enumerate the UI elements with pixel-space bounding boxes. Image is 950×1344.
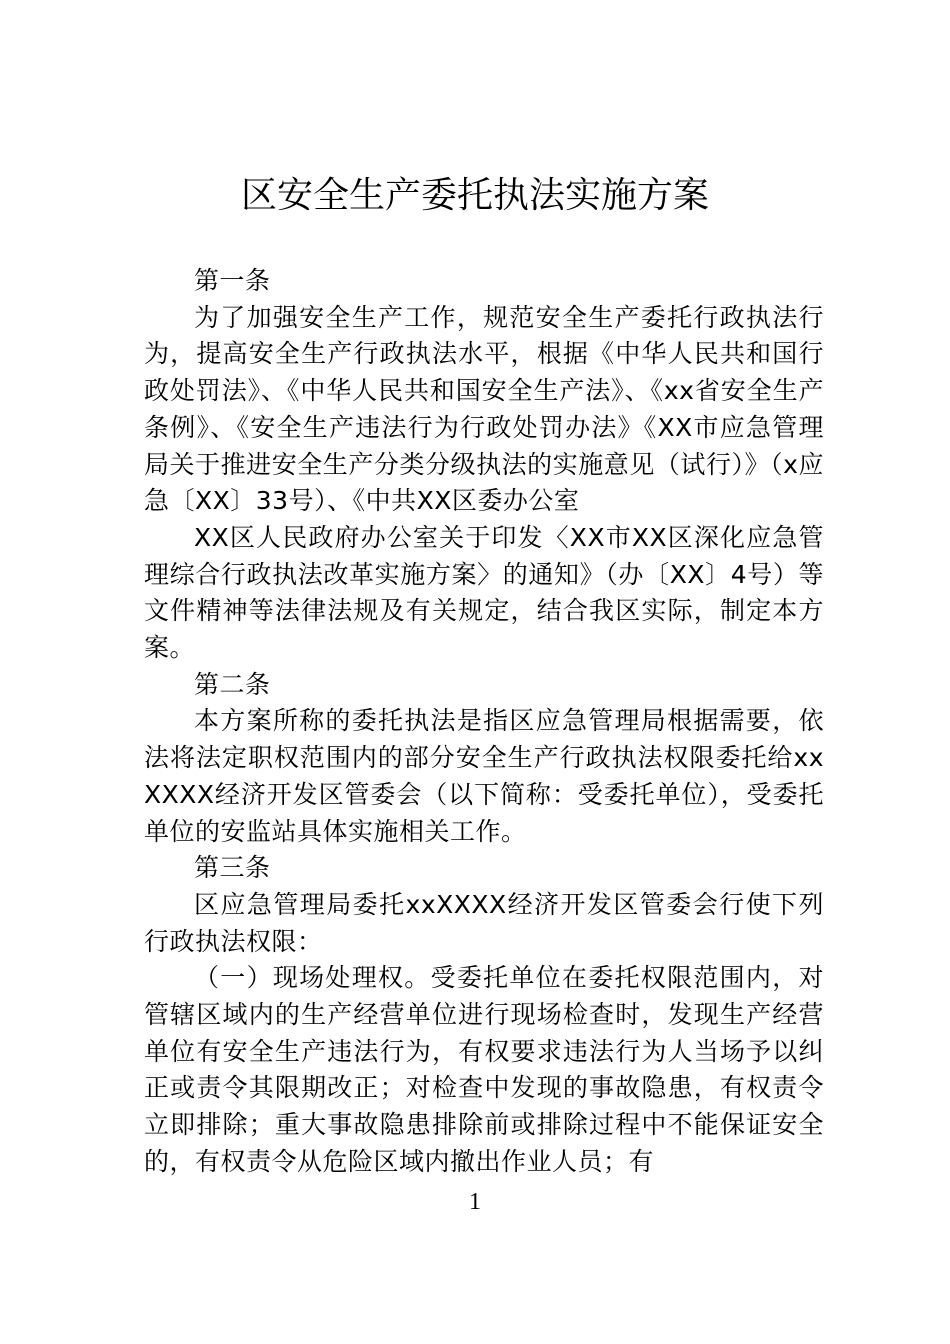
article-heading: 第二条 xyxy=(194,669,271,699)
article-heading: 第一条 xyxy=(194,266,271,295)
body-paragraph: 区应急管理局委托xxXXXX经济开发区管委会行使下列行政执法权限： xyxy=(144,889,824,956)
article-heading: 第三条 xyxy=(194,853,271,883)
body-paragraph: XX区人民政府办公室关于印发〈XX市XX区深化应急管理综合行政执法改革实施方案〉的通知》（办〔XX〕4号）等文件精神等法律法规及有关规定，结合我区实际，制定本方案。 xyxy=(144,522,824,663)
body-paragraph: （一）现场处理权。受委托单位在委托权限范围内，对管辖区域内的生产经营单位进行现场检查时，发现生产经营单位有安全生产违法行为，有权要求违法行为人当场予以纠正或责令其限期改正；对检查中发现的事故隐患，有权责令立即排除；重大事故隐患排除前或排除过程中不能保证安全的，有权责令从危险区域内撤出作业人员；有 xyxy=(144,963,824,1176)
body-paragraph: 本方案所称的委托执法是指区应急管理局根据需要，依法将法定职权范围内的部分安全生产行政执法权限委托给xxXXXX经济开发区管委会（以下简称：受委托单位），受委托单位的安监站具体实施相关工作。 xyxy=(144,706,824,846)
page-number: 1 xyxy=(469,1189,481,1215)
body-paragraph: 为了加强安全生产工作，规范安全生产委托行政执法行为，提高安全生产行政执法水平，根据《中华人民共和国行政处罚法》、《中华人民共和国安全生产法》、《xx省安全生产条例》、《安全生产违法行为行政处罚办法》《XX市应急管理局关于推进安全生产分类分级执法的实施意见（试行）》（x应急〔XX〕33号）、《中共XX区委办公室 xyxy=(144,302,824,516)
document-body xyxy=(144,263,824,1181)
document-title: 区安全生产委托执法实施方案 xyxy=(240,175,709,216)
